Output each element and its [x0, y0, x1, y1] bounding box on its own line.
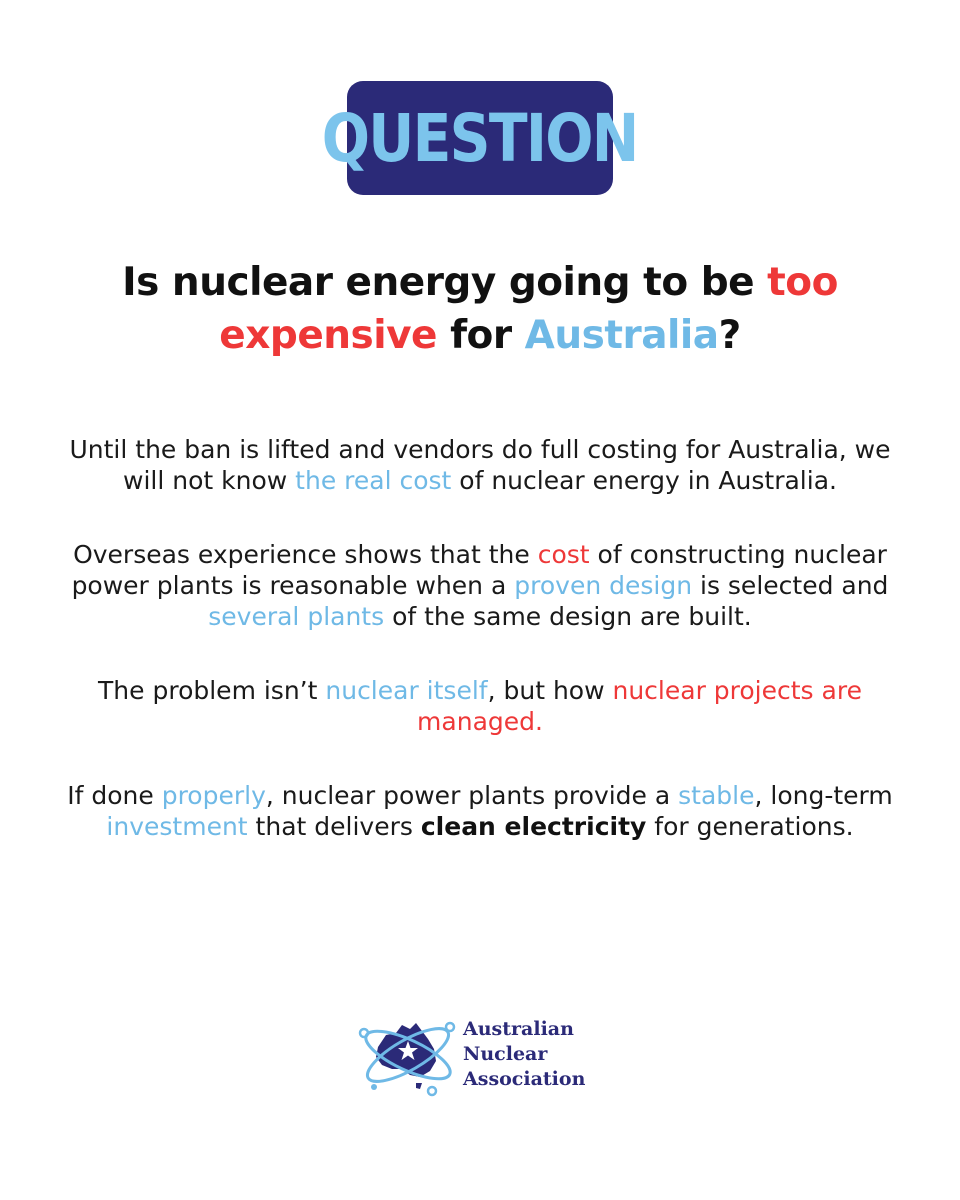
highlight-real-cost: the real cost [295, 466, 452, 495]
paragraph-real-cost [60, 434, 900, 496]
highlight-properly: properly [161, 781, 266, 810]
headline-highlight-too-expensive: too expensive [219, 260, 838, 358]
headline-highlight-australia: Australia [524, 313, 719, 358]
highlight-investment: investment [106, 812, 248, 841]
logo-line: Nuclear [463, 1043, 548, 1065]
logo-line: Association [463, 1068, 586, 1090]
paragraph-text: of the same design are built. [384, 602, 752, 631]
paragraph-text: If done [67, 781, 162, 810]
paragraph-text: that delivers [247, 812, 421, 841]
highlight-nuclear-itself: nuclear itself [325, 676, 488, 705]
paragraph-text: The problem isn’t [98, 676, 326, 705]
highlight-proven-design: proven design [514, 571, 693, 600]
bold-clean-electricity: clean electricity [420, 812, 647, 841]
paragraph-text: , long-term [754, 781, 893, 810]
paragraph-text: is selected and [692, 571, 889, 600]
logo-line: Australian [463, 1018, 574, 1040]
body-text [60, 434, 900, 885]
highlight-stable: stable [678, 781, 755, 810]
headline-text: Is nuclear energy going to be [122, 260, 768, 305]
paragraph-text: , but how [487, 676, 613, 705]
highlight-projects-managed: nuclear projects are managed. [417, 676, 862, 736]
question-badge-label: QUESTION [322, 99, 638, 177]
logo-wordmark [463, 1017, 585, 1092]
question-badge [322, 81, 638, 195]
paragraph-done-properly [60, 780, 900, 842]
headline-text: for [437, 313, 525, 358]
headline-text: ? [718, 313, 741, 358]
headline [40, 256, 920, 362]
paragraph-overseas-experience [60, 539, 900, 632]
paragraph-problem [60, 675, 900, 737]
paragraph-text: for generations. [646, 812, 854, 841]
australian-nuclear-association-logo [356, 1005, 606, 1105]
paragraph-text: Until the ban is lifted and vendors do full costing for Australia, we will not know [69, 435, 891, 495]
paragraph-text: , nuclear power plants provide a [265, 781, 679, 810]
highlight-several-plants: several plants [208, 602, 385, 631]
paragraph-text: of constructing nuclear power plants is reasonable when a [71, 540, 887, 600]
atom-australia-map-icon [356, 1005, 461, 1105]
highlight-cost: cost [537, 540, 590, 569]
paragraph-text: Overseas experience shows that the [73, 540, 538, 569]
paragraph-text: of nuclear energy in Australia. [451, 466, 837, 495]
